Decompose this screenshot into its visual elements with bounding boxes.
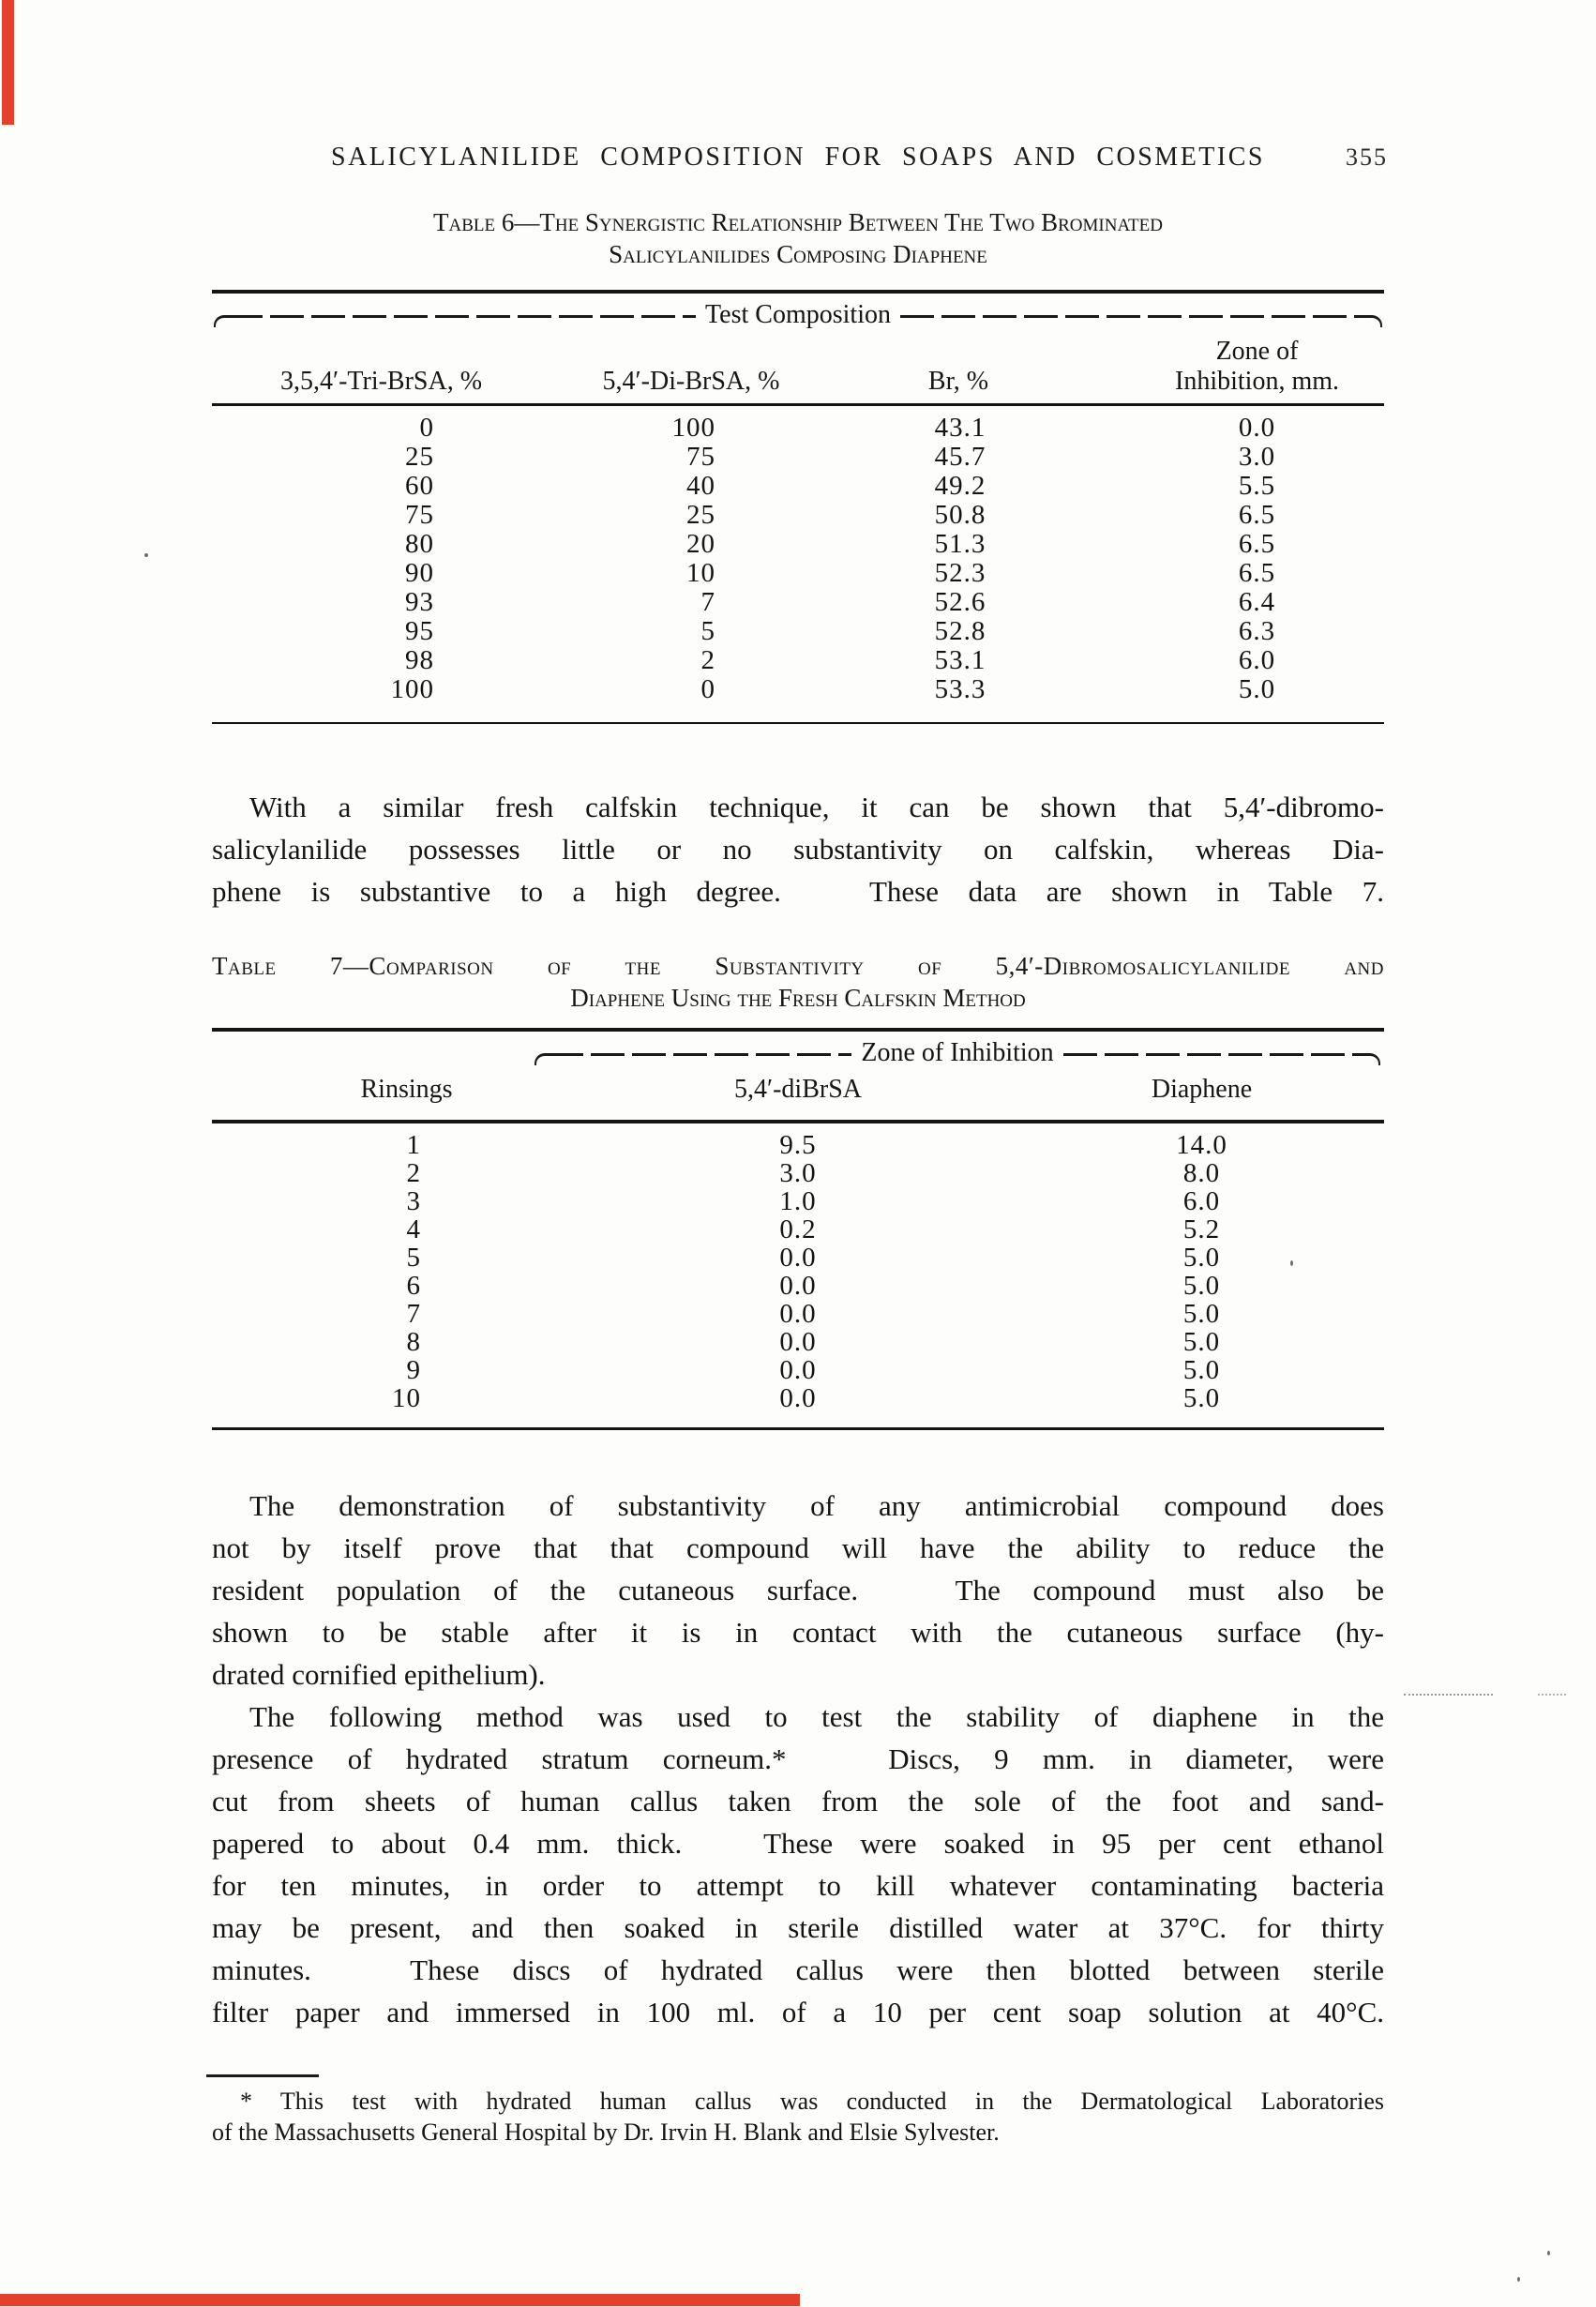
table6-col4-header-line1: Zone of bbox=[1215, 337, 1299, 366]
table-cell: 60 bbox=[405, 471, 434, 501]
table7-top-rule bbox=[212, 1028, 1384, 1032]
table-row bbox=[212, 1131, 1384, 1159]
table-cell: 0 bbox=[419, 413, 434, 443]
table-cell: 6.5 bbox=[1238, 500, 1276, 530]
table-cell: 80 bbox=[405, 529, 434, 559]
text-line: papered to about 0.4 mm. thick. These were soaked in 95 per cent ethanol bbox=[212, 1827, 1384, 1860]
paragraph-2 bbox=[212, 1485, 1384, 1696]
table-cell: 0.0 bbox=[779, 1243, 817, 1273]
table-row bbox=[212, 1356, 1384, 1384]
table6-col1-header: 3,5,4′-Tri-BrSA, % bbox=[279, 367, 483, 396]
table-cell: 0 bbox=[700, 674, 715, 704]
scan-noise-dots bbox=[1538, 1694, 1566, 1696]
table-row bbox=[212, 1384, 1384, 1412]
table-cell: 0.0 bbox=[779, 1327, 817, 1357]
table-cell: 100 bbox=[390, 674, 434, 704]
table-cell: 8.0 bbox=[1182, 1158, 1221, 1188]
table-cell: 40 bbox=[686, 471, 715, 501]
table-cell: 75 bbox=[686, 442, 715, 472]
table7-header-row bbox=[212, 1075, 1384, 1105]
table-cell: 90 bbox=[405, 558, 434, 588]
table6-caption-line2: Salicylanilides Composing Diaphene bbox=[609, 240, 987, 268]
text-line: filter paper and immersed in 100 ml. of a 10 per cent soap solution at 40°C. bbox=[212, 1996, 1384, 2028]
table6-caption bbox=[212, 206, 1384, 270]
text-line: drated cornified epithelium). bbox=[212, 1658, 546, 1691]
spanner-dash-line bbox=[550, 1053, 851, 1056]
table-cell: 5.5 bbox=[1238, 471, 1276, 501]
text-line: cut from sheets of human callus taken from the sole of the foot and sand- bbox=[212, 1785, 1384, 1817]
table-cell: 5 bbox=[700, 616, 715, 646]
footnote bbox=[212, 2086, 1384, 2148]
red-scan-edge-mark-left bbox=[2, 0, 14, 125]
text-line: With a similar fresh calfskin technique, it can be shown that 5,4′-dibromo- bbox=[249, 791, 1384, 823]
table-row bbox=[212, 617, 1384, 646]
table-row bbox=[212, 675, 1384, 704]
table-cell: 0.0 bbox=[779, 1383, 817, 1413]
table-cell: 52.6 bbox=[934, 587, 986, 617]
table-cell: 98 bbox=[405, 645, 434, 675]
table-cell: 50.8 bbox=[934, 500, 986, 530]
running-head bbox=[212, 143, 1388, 174]
table6-col4-header-line2: Inhibition, mm. bbox=[1175, 367, 1339, 396]
table-cell: 51.3 bbox=[934, 529, 986, 559]
table-row bbox=[212, 443, 1384, 472]
table-row bbox=[212, 472, 1384, 501]
table-cell: 0.0 bbox=[779, 1355, 817, 1385]
table6-bottom-rule bbox=[212, 722, 1384, 724]
table-cell: 7 bbox=[406, 1299, 421, 1329]
table-cell: 7 bbox=[700, 587, 715, 617]
table6-caption-line1: Table 6—The Synergistic Relationship Between The Two Brominated bbox=[433, 208, 1163, 236]
table-cell: 6.0 bbox=[1238, 645, 1276, 675]
table-cell: 0.0 bbox=[1238, 413, 1276, 443]
table-cell: 1 bbox=[406, 1130, 421, 1160]
spanner-dash-line bbox=[229, 315, 696, 318]
table7-spanner bbox=[535, 1039, 1380, 1073]
table-cell: 3 bbox=[406, 1186, 421, 1216]
table-cell: 6.5 bbox=[1238, 529, 1276, 559]
table-cell: 2 bbox=[406, 1158, 421, 1188]
text-line: The following method was used to test the stability of diaphene in the bbox=[249, 1700, 1384, 1733]
table-cell: 53.1 bbox=[934, 645, 986, 675]
table6-header-row bbox=[212, 337, 1384, 397]
text-line: shown to be stable after it is in contact with the cutaneous surface (hy- bbox=[212, 1616, 1384, 1649]
table-cell: 9.5 bbox=[779, 1130, 817, 1160]
scan-noise-dots bbox=[1404, 1694, 1493, 1696]
table6-top-rule bbox=[212, 290, 1384, 294]
table-cell: 3.0 bbox=[779, 1158, 817, 1188]
table-cell: 5.0 bbox=[1182, 1383, 1221, 1413]
table7-col1-header: Rinsings bbox=[360, 1075, 453, 1104]
text-line: of the Massachusetts General Hospital by Dr. Irvin H. Blank and Elsie Sylvester. bbox=[212, 2119, 1000, 2146]
scan-speck bbox=[144, 553, 148, 557]
text-line: resident population of the cutaneous surface. The compound must also be bbox=[212, 1574, 1384, 1606]
table7-caption bbox=[212, 950, 1384, 1014]
table7-col2-header: 5,4′-diBrSA bbox=[733, 1075, 863, 1104]
text-line: phene is substantive to a high degree. These data are shown in Table 7. bbox=[212, 875, 1384, 908]
table-cell: 25 bbox=[405, 442, 434, 472]
text-line: The demonstration of substantivity of any antimicrobial compound does bbox=[249, 1489, 1384, 1522]
table-cell: 2 bbox=[700, 645, 715, 675]
table-cell: 5.2 bbox=[1182, 1214, 1221, 1244]
table-cell: 6.3 bbox=[1238, 616, 1276, 646]
table-cell: 75 bbox=[405, 500, 434, 530]
table-cell: 49.2 bbox=[934, 471, 986, 501]
table7-col3-header: Diaphene bbox=[1151, 1075, 1253, 1104]
table-cell: 52.8 bbox=[934, 616, 986, 646]
table-row bbox=[212, 1244, 1384, 1272]
table7-caption-line2: Diaphene Using the Fresh Calfskin Method bbox=[570, 984, 1026, 1012]
table-cell: 6.0 bbox=[1182, 1186, 1221, 1216]
table-cell: 45.7 bbox=[934, 442, 986, 472]
table-cell: 52.3 bbox=[934, 558, 986, 588]
table6-col4-header bbox=[1055, 337, 1384, 397]
scan-speck bbox=[1547, 2251, 1550, 2255]
paragraph-1 bbox=[212, 786, 1384, 912]
table6-spanner bbox=[214, 301, 1382, 335]
table-row bbox=[212, 501, 1384, 530]
table-cell: 5 bbox=[406, 1243, 421, 1273]
table-cell: 43.1 bbox=[934, 413, 986, 443]
page-content bbox=[212, 0, 1388, 2148]
running-title: SALICYLANILIDE COMPOSITION FOR SOAPS AND COSMETICS bbox=[331, 143, 1265, 172]
table-cell: 20 bbox=[686, 529, 715, 559]
scan-speck bbox=[1517, 2277, 1520, 2282]
table6 bbox=[212, 290, 1384, 724]
table-cell: 6 bbox=[406, 1271, 421, 1301]
table-row bbox=[212, 1187, 1384, 1215]
table-row bbox=[212, 646, 1384, 675]
table-cell: 4 bbox=[406, 1214, 421, 1244]
table6-col2-header: 5,4′-Di-BrSA, % bbox=[602, 367, 780, 396]
spanner-hook-left bbox=[214, 315, 229, 327]
table-cell: 5.0 bbox=[1182, 1327, 1221, 1357]
spanner-dash-line bbox=[1063, 1053, 1365, 1056]
table-cell: 3.0 bbox=[1238, 442, 1276, 472]
table7-bottom-rule bbox=[212, 1427, 1384, 1430]
table-row bbox=[212, 559, 1384, 588]
table-cell: 8 bbox=[406, 1327, 421, 1357]
table-row bbox=[212, 588, 1384, 617]
scan-speck bbox=[1290, 1260, 1293, 1266]
table-row bbox=[212, 1159, 1384, 1187]
table-cell: 53.3 bbox=[934, 674, 986, 704]
footnote-rule bbox=[206, 2074, 319, 2077]
table-cell: 0.0 bbox=[779, 1271, 817, 1301]
table-cell: 1.0 bbox=[779, 1186, 817, 1216]
table-row bbox=[212, 1272, 1384, 1300]
paragraph-3 bbox=[212, 1696, 1384, 2033]
table-cell: 5.0 bbox=[1182, 1299, 1221, 1329]
table-row bbox=[212, 1300, 1384, 1328]
text-line: presence of hydrated stratum corneum.* Discs, 9 mm. in diameter, were bbox=[212, 1742, 1384, 1775]
table-cell: 14.0 bbox=[1176, 1130, 1227, 1160]
table7-body bbox=[212, 1123, 1384, 1422]
table-cell: 10 bbox=[686, 558, 715, 588]
table-cell: 0.0 bbox=[779, 1299, 817, 1329]
table7-caption-line1: Table 7—Comparison of the Substantivity of 5,4′-Dibromosalicylanilide and bbox=[212, 952, 1384, 980]
table-cell: 10 bbox=[392, 1383, 421, 1413]
red-scan-edge-mark-bottom bbox=[0, 2294, 800, 2306]
text-line: for ten minutes, in order to attempt to kill whatever contaminating bacteria bbox=[212, 1869, 1384, 1902]
table-row bbox=[212, 414, 1384, 443]
table-cell: 25 bbox=[686, 500, 715, 530]
table-cell: 5.0 bbox=[1238, 674, 1276, 704]
spanner-hook-left bbox=[535, 1053, 550, 1065]
table6-spanner-label: Test Composition bbox=[705, 300, 891, 329]
table6-body bbox=[212, 406, 1384, 714]
table6-col3-header: Br, % bbox=[927, 367, 989, 396]
table-cell: 0.2 bbox=[779, 1214, 817, 1244]
table7 bbox=[212, 1028, 1384, 1430]
table-cell: 95 bbox=[405, 616, 434, 646]
text-line: minutes. These discs of hydrated callus were then blotted between sterile bbox=[212, 1953, 1384, 1986]
table-row bbox=[212, 1215, 1384, 1244]
spanner-hook-right bbox=[1367, 315, 1382, 327]
table-cell: 6.5 bbox=[1238, 558, 1276, 588]
spanner-hook-right bbox=[1365, 1053, 1380, 1065]
text-line: * This test with hydrated human callus was conducted in the Dermatological Laboratories bbox=[240, 2088, 1384, 2115]
table-cell: 100 bbox=[671, 413, 715, 443]
text-line: salicylanilide possesses little or no substantivity on calfskin, whereas Dia- bbox=[212, 833, 1384, 866]
table-cell: 9 bbox=[406, 1355, 421, 1385]
table-cell: 93 bbox=[405, 587, 434, 617]
text-line: may be present, and then soaked in sterile distilled water at 37°C. for thirty bbox=[212, 1911, 1384, 1944]
table-row bbox=[212, 530, 1384, 559]
table-row bbox=[212, 1328, 1384, 1356]
table-cell: 5.0 bbox=[1182, 1355, 1221, 1385]
page-number: 355 bbox=[1346, 143, 1388, 171]
table7-spanner-label: Zone of Inhibition bbox=[861, 1038, 1054, 1067]
table-cell: 5.0 bbox=[1182, 1243, 1221, 1273]
text-line: not by itself prove that that compound will have the ability to reduce the bbox=[212, 1531, 1384, 1564]
spanner-dash-line bbox=[900, 315, 1367, 318]
table-cell: 5.0 bbox=[1182, 1271, 1221, 1301]
table-cell: 6.4 bbox=[1238, 587, 1276, 617]
